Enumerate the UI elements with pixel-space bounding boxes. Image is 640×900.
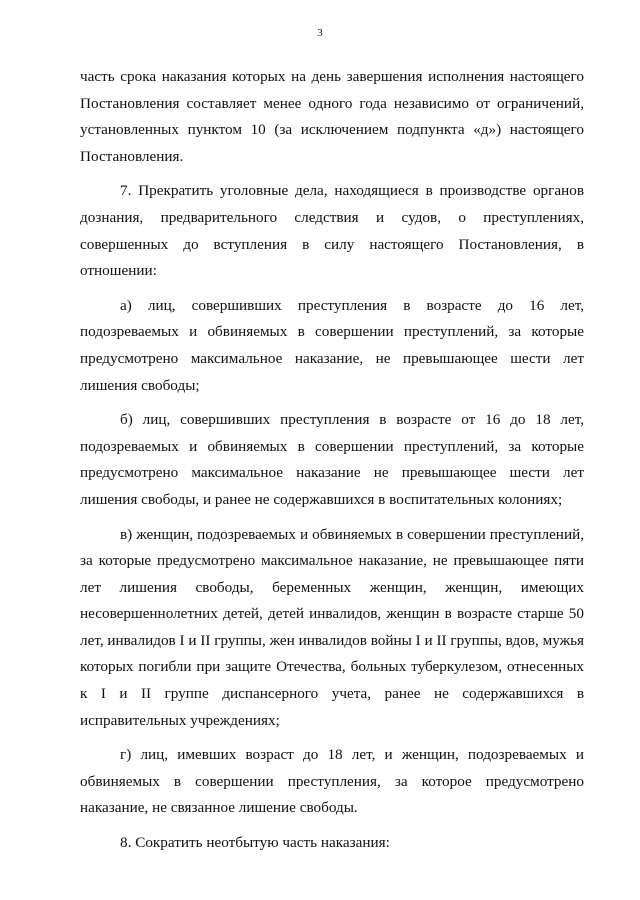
paragraph-subitem-b: б) лиц, совершивших преступления в возрасте от 16 до 18 лет, подозреваемых и обвиняемых в совершении преступлений, за которые предусмотрено максимальное наказание не превышающее шести лет лишения свободы, и ранее не содержавшихся в воспитательных колониях; [80,411,584,508]
paragraph-continuation: часть срока наказания которых на день завершения исполнения настоящего Постановления составляет менее одного года независимо от ограничений, установленных пунктом 10 (за исключением подпункта «д») настоящего Постановления. [80,68,584,165]
paragraph-subitem-v: в) женщин, подозреваемых и обвиняемых в совершении преступлений, за которые предусмотрено максимальное наказание, не превышающее пяти лет лишения свободы, беременных женщин, женщин, имеющих несовершеннолетних детей, детей инвалидов, женщин в возрасте старше 50 лет, инвалидов I и II группы, жен инвалидов войны I и II группы, вдов, мужья которых погибли при защите Отечества, больных туберкулезом, отнесенных к I и II группе диспансерного учета, ранее не содержавшихся в исправительных учреждениях; [80,525,584,729]
document-body [80,64,584,865]
paragraph-subitem-a: а) лиц, совершивших преступления в возрасте до 16 лет, подозреваемых и обвиняемых в совершении преступлений, за которые предусмотрено максимальное наказание, не превышающее шести лет лишения свободы; [80,296,584,394]
paragraph-item-8: 8. Сократить неотбытую часть наказания: [120,834,390,852]
page-number: 3 [317,27,323,39]
paragraph-subitem-g: г) лиц, имевших возраст до 18 лет, и женщин, подозреваемых и обвиняемых в совершении преступления, за которое предусмотрено наказание, не связанное лишение свободы. [80,746,584,817]
paragraph-item-7: 7. Прекратить уголовные дела, находящиеся в производстве органов дознания, предварительного следствия и судов, о преступлениях, совершенных до вступления в силу настоящего Постановления, в отношении: [80,182,584,280]
